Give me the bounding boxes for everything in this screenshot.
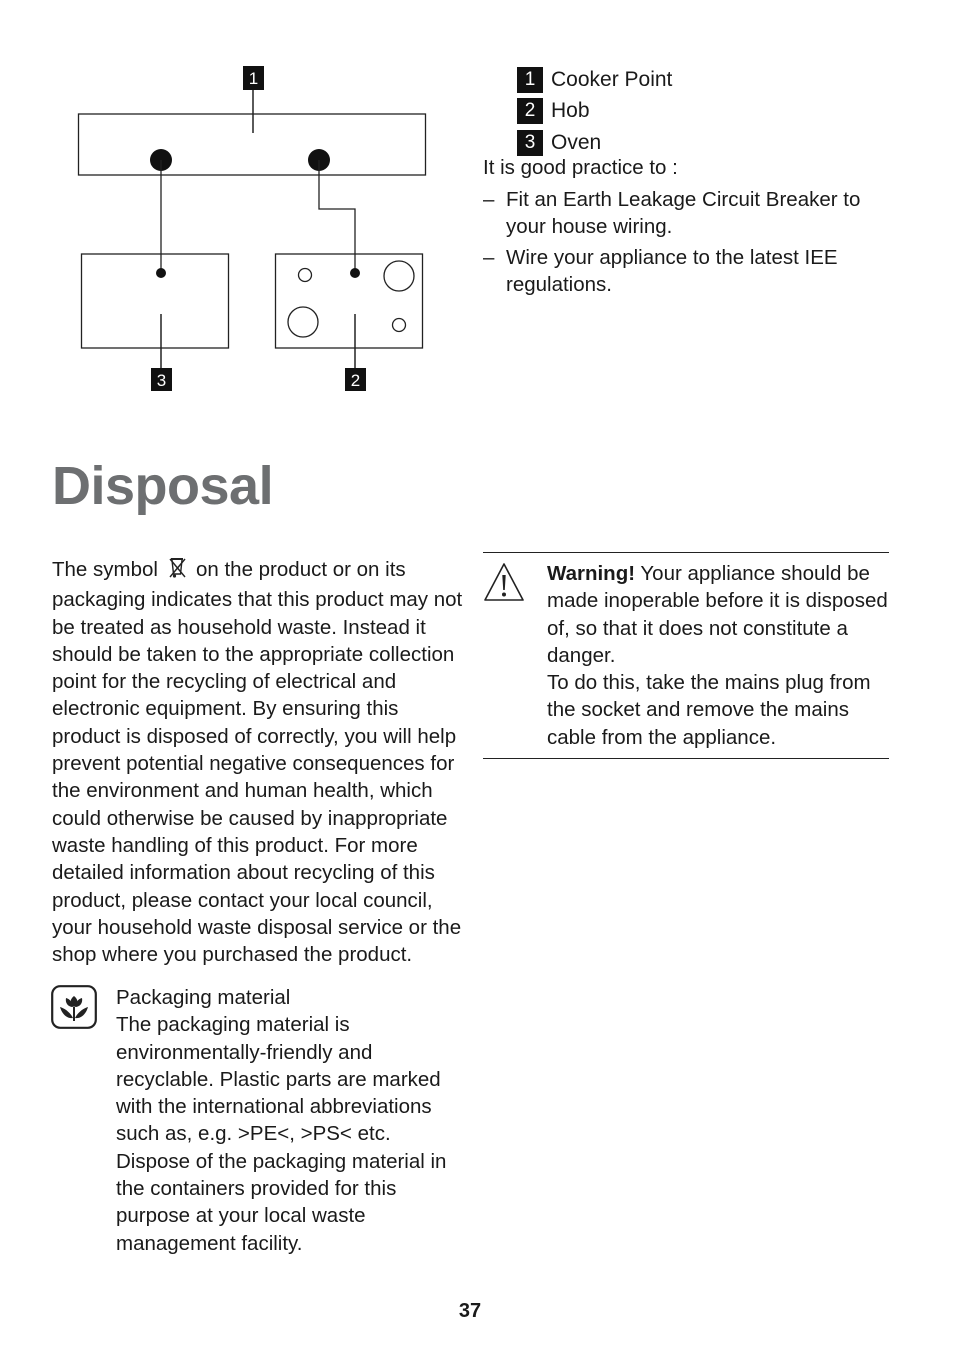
legend-number: 3 (517, 130, 543, 156)
hob-burner (288, 307, 318, 337)
hob-burner (393, 319, 406, 332)
list-item (483, 244, 893, 299)
page-number: 37 (458, 1300, 482, 1322)
cooker-point-box (79, 114, 426, 175)
hob-box (276, 254, 423, 348)
legend-number: 1 (517, 67, 543, 93)
symbol-lead-text: The symbol (52, 558, 158, 581)
warning-text (547, 560, 893, 751)
good-practice-list (483, 186, 893, 301)
hob-wire (319, 160, 355, 273)
legend-item (517, 64, 672, 96)
disposal-body-text: on the product or on its packaging indicates that this product may not be treated as household waste. Instead it should be taken to the appropriate collection point for the recycling of electrical and electronic equipment. By ensuring this product is disposed of correctly, you will help prevent potential negative consequences for the environment and human health, which could otherwise be caused by inappropriate waste handling of this product. For more detailed information about recycling of this product, please contact your local council, your household waste disposal service or the shop where you purchased the product. (52, 558, 463, 967)
hob-burner (384, 261, 414, 291)
warning-paragraph (547, 560, 893, 669)
list-item-text: Wire your appliance to the latest IEE regulations. (506, 245, 838, 296)
section-title: Disposal (52, 456, 274, 516)
list-item (483, 186, 893, 241)
legend-label: Hob (551, 99, 590, 123)
legend-label: Oven (551, 130, 602, 154)
crossed-out-wheelie-bin-icon (168, 557, 188, 586)
callout-number-1: 1 (248, 69, 259, 88)
disposal-paragraph (52, 556, 464, 968)
packaging-body: The packaging material is environmentally-friendly and recyclable. Plastic parts are marked with the international abbreviations such as, e.g. >PE<, >PS< etc. Dispose of the packaging material in the containers provided for this purpose at your local waste management facility. (116, 1013, 447, 1255)
list-item-text: Fit an Earth Leakage Circuit Breaker to your house wiring. (506, 188, 861, 239)
bullet-dash: – (483, 245, 495, 269)
warning-body: Your appliance should be made inoperable before it is disposed of, so that it does not constitute a danger. (547, 562, 888, 667)
terminal-dot (156, 268, 166, 278)
terminal-dot (350, 268, 360, 278)
callout-number-2: 2 (350, 371, 361, 390)
warning-instructions: To do this, take the mains plug from the socket and remove the mains cable from the appliance. (547, 671, 871, 749)
hob-burner (299, 269, 312, 282)
good-practice-intro: It is good practice to : (483, 156, 678, 179)
packaging-section (116, 984, 466, 1257)
diagram-legend (517, 64, 672, 159)
oven-box (82, 254, 229, 348)
legend-item (517, 96, 672, 128)
packaging-heading: Packaging material (116, 986, 291, 1009)
environment-flower-icon (51, 985, 97, 1034)
legend-label: Cooker Point (551, 67, 673, 91)
legend-number: 2 (517, 98, 543, 124)
warning-triangle-icon (482, 561, 526, 608)
warning-label: Warning! (547, 562, 636, 585)
callout-number-3: 3 (156, 371, 167, 390)
wiring-diagram (0, 0, 480, 400)
bullet-dash: – (483, 188, 495, 211)
